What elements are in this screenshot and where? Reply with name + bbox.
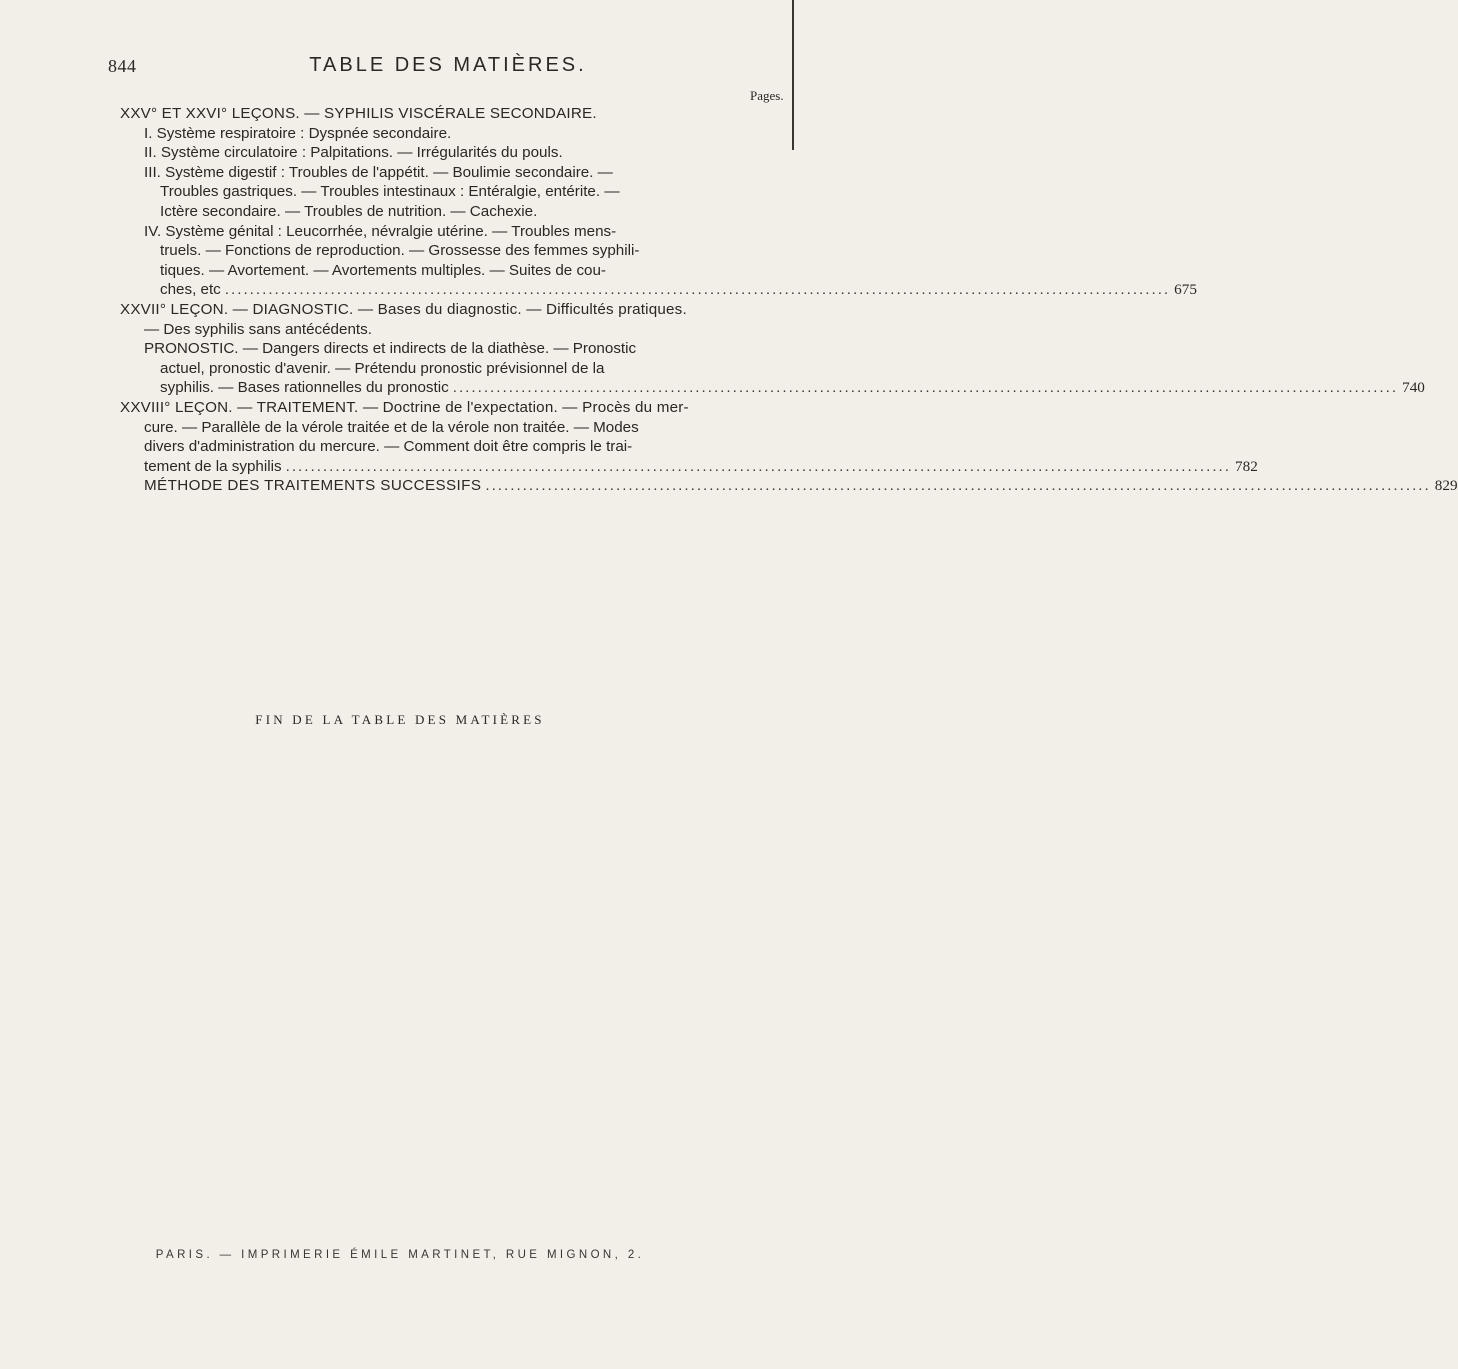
table-of-contents: [120, 104, 1458, 496]
toc-entry-last-text: ches, etc: [160, 281, 221, 299]
toc-entry-line: — Des syphilis sans antécédents.: [144, 320, 372, 338]
dot-leader: ........................................................................................................................................................: [285, 457, 1231, 475]
toc-entry-line: I. Système respiratoire : Dyspnée secondaire.: [144, 124, 452, 142]
pages-column-label: Pages.: [750, 88, 784, 103]
dot-leader: ........................................................................................................................................................: [224, 281, 1171, 299]
toc-entry-lesson-28: [120, 398, 1258, 476]
page-edge-line: [792, 0, 794, 150]
toc-entry-lessons-25-26: [120, 104, 1197, 300]
toc-entry-last-text: MÉTHODE DES TRAITEMENTS SUCCESSIFS: [144, 477, 482, 495]
toc-entry-line: truels. — Fonctions de reproduction. — Grossesse des femmes syphili-: [160, 242, 640, 260]
toc-entry-successive-treatments: [120, 476, 1458, 496]
printer-imprint: PARIS. — IMPRIMERIE ÉMILE MARTINET, RUE MIGNON, 2.: [155, 1249, 645, 1261]
toc-entry-line: Troubles gastriques. — Troubles intestinaux : Entéralgie, entérite. —: [160, 183, 620, 201]
toc-entry-heading: XXVIII° LEÇON. — TRAITEMENT. — Doctrine de l'expectation. — Procès du mer-: [120, 398, 689, 416]
toc-entry-line: tiques. — Avortement. — Avortements multiples. — Suites de cou-: [160, 261, 606, 279]
toc-entry-lesson-27: [120, 300, 1425, 398]
toc-entry-line: actuel, pronostic d'avenir. — Prétendu pronostic prévisionnel de la: [160, 359, 605, 377]
toc-entry-heading: XXVII° LEÇON. — DIAGNOSTIC. — Bases du diagnostic. — Difficultés pratiques.: [120, 300, 687, 318]
toc-entry-last-line: [120, 476, 1458, 496]
toc-entry-last-line: [120, 378, 1425, 398]
toc-entry-line: PRONOSTIC. — Dangers directs et indirects de la diathèse. — Pronostic: [144, 340, 637, 358]
page-header: [108, 56, 788, 82]
toc-entry-line: II. Système circulatoire : Palpitations. — Irrégularités du pouls.: [144, 144, 563, 162]
toc-entry-line: divers d'administration du mercure. — Comment doit être compris le trai-: [144, 438, 633, 456]
toc-entry-heading: XXV° ET XXVI° LEÇONS. — SYPHILIS VISCÉRALE SECONDAIRE.: [120, 105, 597, 122]
page-number: 844: [108, 56, 137, 76]
toc-entry-last-text: tement de la syphilis: [144, 457, 282, 475]
toc-entry-last-line: [120, 280, 1197, 300]
toc-entry-page-number: 782: [1235, 457, 1258, 475]
toc-entry-line: III. Système digestif : Troubles de l'appétit. — Boulimie secondaire. —: [144, 163, 613, 181]
toc-entry-page-number: 829: [1434, 477, 1458, 495]
toc-entry-last-line: [120, 457, 1258, 477]
toc-entry-line: Ictère secondaire. — Troubles de nutrition. — Cachexie.: [160, 202, 538, 220]
end-of-table-caption: FIN DE LA TABLE DES MATIÈRES: [255, 712, 545, 727]
toc-entry-page-number: 675: [1174, 281, 1197, 299]
toc-entry-line: IV. Système génital : Leucorrhée, névralgie utérine. — Troubles mens-: [144, 222, 617, 240]
toc-entry-last-text: syphilis. — Bases rationnelles du pronostic: [160, 379, 449, 397]
dot-leader: ........................................................................................................................................................: [485, 477, 1431, 495]
toc-entry-line: cure. — Parallèle de la vérole traitée et de la vérole non traitée. — Modes: [144, 418, 639, 436]
dot-leader: ........................................................................................................................................................: [452, 379, 1399, 397]
running-title: TABLE DES MATIÈRES.: [309, 54, 587, 76]
toc-entry-page-number: 740: [1402, 379, 1425, 397]
